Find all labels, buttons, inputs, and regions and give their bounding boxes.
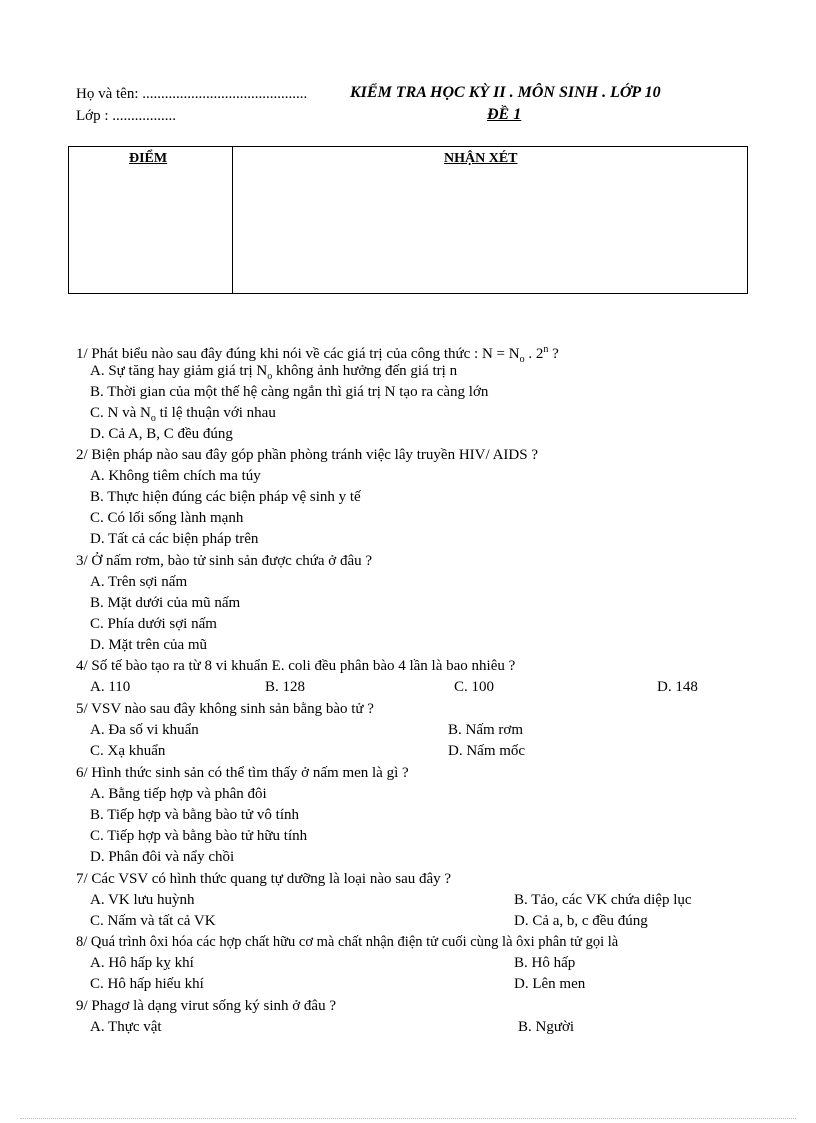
question-text: 1/ Phát biểu nào sau đây đúng khi nói về các giá trị của công thức : N = N (76, 346, 520, 362)
exam-code: ĐỀ 1 (487, 106, 522, 123)
comment-header: NHẬN XÉT (444, 151, 518, 166)
student-name-line: Họ và tên: ............................................ (76, 86, 308, 102)
question-3-option-d: D. Mặt trên của mũ (90, 637, 208, 653)
question-7-option-a: A. VK lưu huỳnh (90, 892, 195, 908)
question-5-option-a: A. Đa số vi khuẩn (90, 722, 199, 738)
question-7-option-b: B. Tảo, các VK chứa diệp lục (514, 892, 692, 908)
question-3: 3/ Ở nấm rơm, bào tử sinh sản được chứa ở đâu ? (76, 553, 373, 569)
question-9-option-b: B. Người (518, 1019, 575, 1035)
question-text: . 2 (524, 346, 544, 362)
question-7: 7/ Các VSV có hình thức quang tự dưỡng là loại nào sau đây ? (76, 871, 452, 887)
question-3-option-c: C. Phía dưới sợi nấm (90, 616, 217, 632)
question-5-option-c: C. Xạ khuẩn (90, 743, 166, 759)
question-4-option-b: B. 128 (265, 679, 306, 695)
question-2-option-d: D. Tất cả các biện pháp trên (90, 531, 259, 547)
question-2: 2/ Biện pháp nào sau đây góp phần phòng tránh việc lây truyền HIV/ AIDS ? (76, 447, 538, 463)
question-3-option-a: A. Trên sợi nấm (90, 574, 188, 590)
superscript: n (543, 344, 549, 355)
question-text: ? (548, 346, 559, 362)
option-text: không ảnh hưởng đến giá trị n (272, 363, 458, 379)
option-text: tỉ lệ thuận với nhau (155, 405, 276, 421)
question-4: 4/ Số tế bào tạo ra từ 8 vi khuẩn E. coli đều phân bào 4 lần là bao nhiêu ? (76, 658, 516, 674)
question-9-option-a: A. Thực vật (90, 1019, 162, 1035)
question-8: 8/ Quá trình ôxi hóa các hợp chất hữu cơ mà chất nhận điện tử cuối cùng là ôxi phân tử gọi là (76, 934, 619, 950)
question-6: 6/ Hình thức sinh sản có thể tìm thấy ở nấm men là gì ? (76, 765, 409, 781)
question-8-option-d: D. Lên men (514, 976, 586, 992)
subscript: o (267, 371, 273, 382)
question-8-option-a: A. Hô hấp kỵ khí (90, 955, 194, 971)
question-1-option-b: B. Thời gian của một thế hệ càng ngắn thì giá trị N tạo ra càng lớn (90, 384, 489, 400)
option-text: C. N và N (90, 405, 151, 421)
question-6-option-c: C. Tiếp hợp và bằng bào tử hữu tính (90, 828, 308, 844)
subscript: o (150, 413, 156, 424)
subscript: o (519, 354, 525, 365)
question-5-option-b: B. Nấm rơm (448, 722, 524, 738)
question-5-option-d: D. Nấm mốc (448, 743, 526, 759)
question-6-option-b: B. Tiếp hợp và bằng bào tử vô tính (90, 807, 299, 823)
question-9: 9/ Phagơ là dạng virut sống ký sinh ở đâu ? (76, 998, 337, 1014)
score-header: ĐIỂM (129, 151, 168, 166)
question-7-option-d: D. Cả a, b, c đều đúng (514, 913, 648, 929)
question-6-option-d: D. Phân đôi và nẩy chồi (90, 849, 235, 865)
question-8-option-c: C. Hô hấp hiếu khí (90, 976, 204, 992)
question-8-option-b: B. Hô hấp (514, 955, 576, 971)
question-7-option-c: C. Nấm và tất cả VK (90, 913, 216, 929)
question-1-option-d: D. Cả A, B, C đều đúng (90, 426, 233, 442)
exam-title: KIỂM TRA HỌC KỲ II . MÔN SINH . LỚP 10 (350, 84, 661, 101)
question-4-option-d: D. 148 (657, 679, 698, 695)
grade-box-divider (232, 147, 233, 293)
question-2-option-c: C. Có lối sống lành mạnh (90, 510, 244, 526)
grade-box (68, 146, 748, 294)
question-3-option-b: B. Mặt dưới của mũ nấm (90, 595, 241, 611)
option-text: A. Sự tăng hay giảm giá trị N (90, 363, 268, 379)
class-line: Lớp : ................. (76, 108, 177, 124)
question-4-option-a: A. 110 (90, 679, 131, 695)
question-6-option-a: A. Bằng tiếp hợp và phân đôi (90, 786, 267, 802)
question-4-option-c: C. 100 (454, 679, 495, 695)
question-2-option-a: A. Không tiêm chích ma túy (90, 468, 261, 484)
question-5: 5/ VSV nào sau đây không sinh sản bằng bào tử ? (76, 701, 374, 717)
question-2-option-b: B. Thực hiện đúng các biện pháp vệ sinh y tế (90, 489, 361, 505)
page-bottom-rule (20, 1118, 796, 1119)
